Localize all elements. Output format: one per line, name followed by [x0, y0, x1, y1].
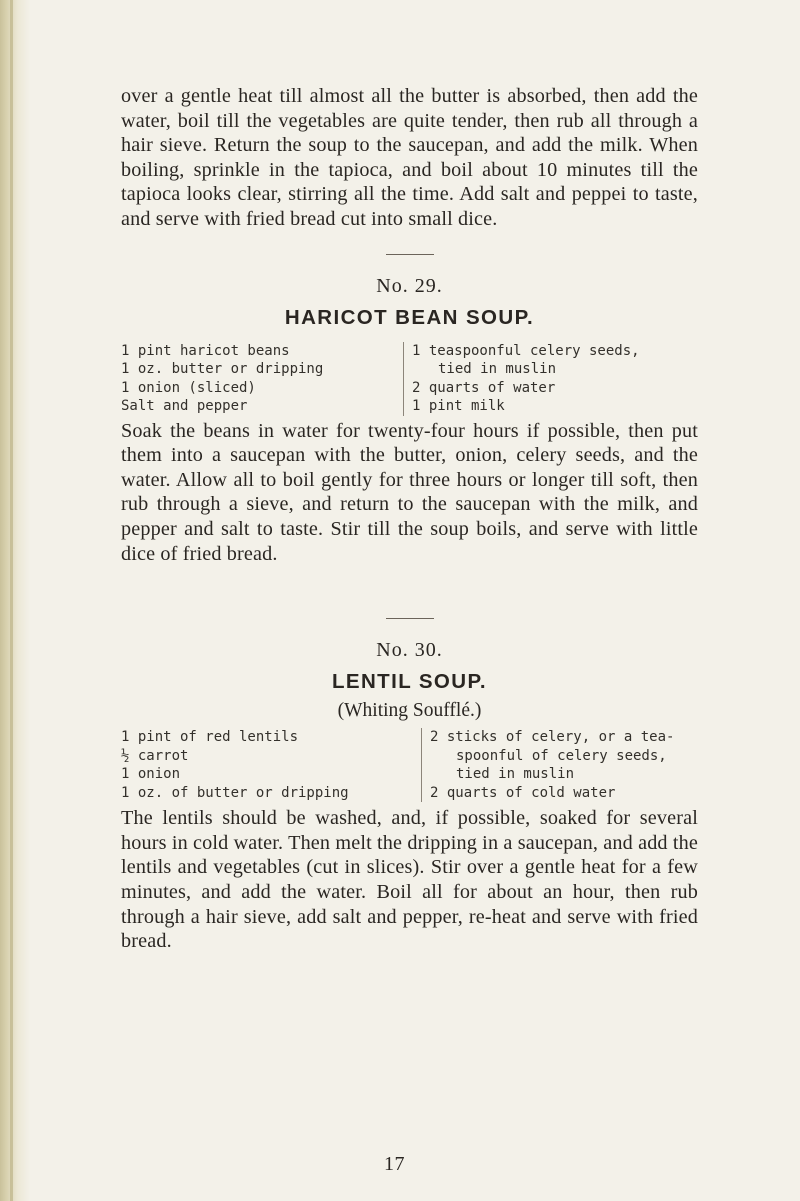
- ingredients-list: [121, 342, 698, 416]
- ingredient-item: 1 oz. of butter or dripping: [121, 784, 349, 801]
- recipe-30: [121, 639, 698, 954]
- ingredients-left-column: [121, 728, 421, 802]
- recipe-title: LENTIL SOUP.: [331, 670, 487, 694]
- recipe-29: [121, 275, 698, 567]
- ingredient-item: 1 teaspoonful celery seeds,: [412, 342, 640, 359]
- ingredients-list: [121, 728, 698, 802]
- recipe-number: No. 29.: [376, 274, 443, 297]
- ingredient-item: ½ carrot: [121, 747, 189, 764]
- cookbook-page: [121, 84, 698, 954]
- ingredient-item: 2 sticks of celery, or a tea-: [430, 729, 675, 746]
- recipe-number: No. 30.: [376, 639, 443, 662]
- ingredient-item: tied in muslin: [456, 766, 575, 783]
- ingredient-item: 2 quarts of cold water: [430, 784, 616, 801]
- ingredient-item: 1 pint haricot beans: [121, 342, 290, 359]
- recipe-title: HARICOT BEAN SOUP.: [284, 305, 535, 329]
- ingredients-right-column: [403, 342, 698, 416]
- section-divider: [386, 618, 434, 619]
- ingredient-item: 1 oz. butter or dripping: [121, 361, 324, 378]
- ingredient-item: 1 pint milk: [412, 398, 505, 415]
- book-spine-shadow: [0, 0, 30, 1201]
- page-number: 17: [384, 1153, 405, 1175]
- section-divider: [386, 254, 434, 255]
- ingredient-item: spoonful of celery seeds,: [456, 747, 667, 764]
- ingredient-item: 1 onion: [121, 766, 181, 783]
- ingredient-item: 1 onion (sliced): [121, 379, 256, 396]
- ingredient-item: 1 pint of red lentils: [121, 729, 299, 746]
- intro-paragraph: over a gentle heat till almost all the butter is absorbed, then add the water, boil till the vegetables are quite tender, then rub all through a hair sieve. Return the soup to the saucepan, and add the milk. When boiling, sprinkle in the tapioca, and boil about 10 minutes till the tapioca looks clear, stirring all the time. Add salt and peppei to taste, and serve with fried bread cut into small dice.: [121, 85, 698, 230]
- ingredient-item: tied in muslin: [438, 361, 557, 378]
- ingredients-right-column: [421, 728, 698, 802]
- spine-edge-line: [10, 0, 13, 1201]
- recipe-subtitle: (Whiting Soufflé.): [337, 700, 482, 722]
- ingredients-left-column: [121, 342, 403, 416]
- ingredient-item: 2 quarts of water: [412, 379, 556, 396]
- recipe-method: Soak the beans in water for twenty-four hours if possible, then put them into a saucepan with the butter, onion, celery seeds, and the water. Allow all to boil gently for three hours or longer till soft, then rub through a sieve, and return to the saucepan with the milk, and pepper and salt to taste. Stir till the soup boils, and serve with little dice of fried bread.: [121, 419, 698, 565]
- recipe-method: The lentils should be washed, and, if possible, soaked for several hours in cold water. Then melt the dripping in a saucepan, and add the lentils and vegetables (cut in slices). Stir over a gentle heat for a few minutes, and add the water. Boil all for about an hour, then rub through a hair sieve, add salt and pepper, re-heat and serve with fried bread.: [121, 807, 698, 953]
- ingredient-item: Salt and pepper: [121, 398, 248, 415]
